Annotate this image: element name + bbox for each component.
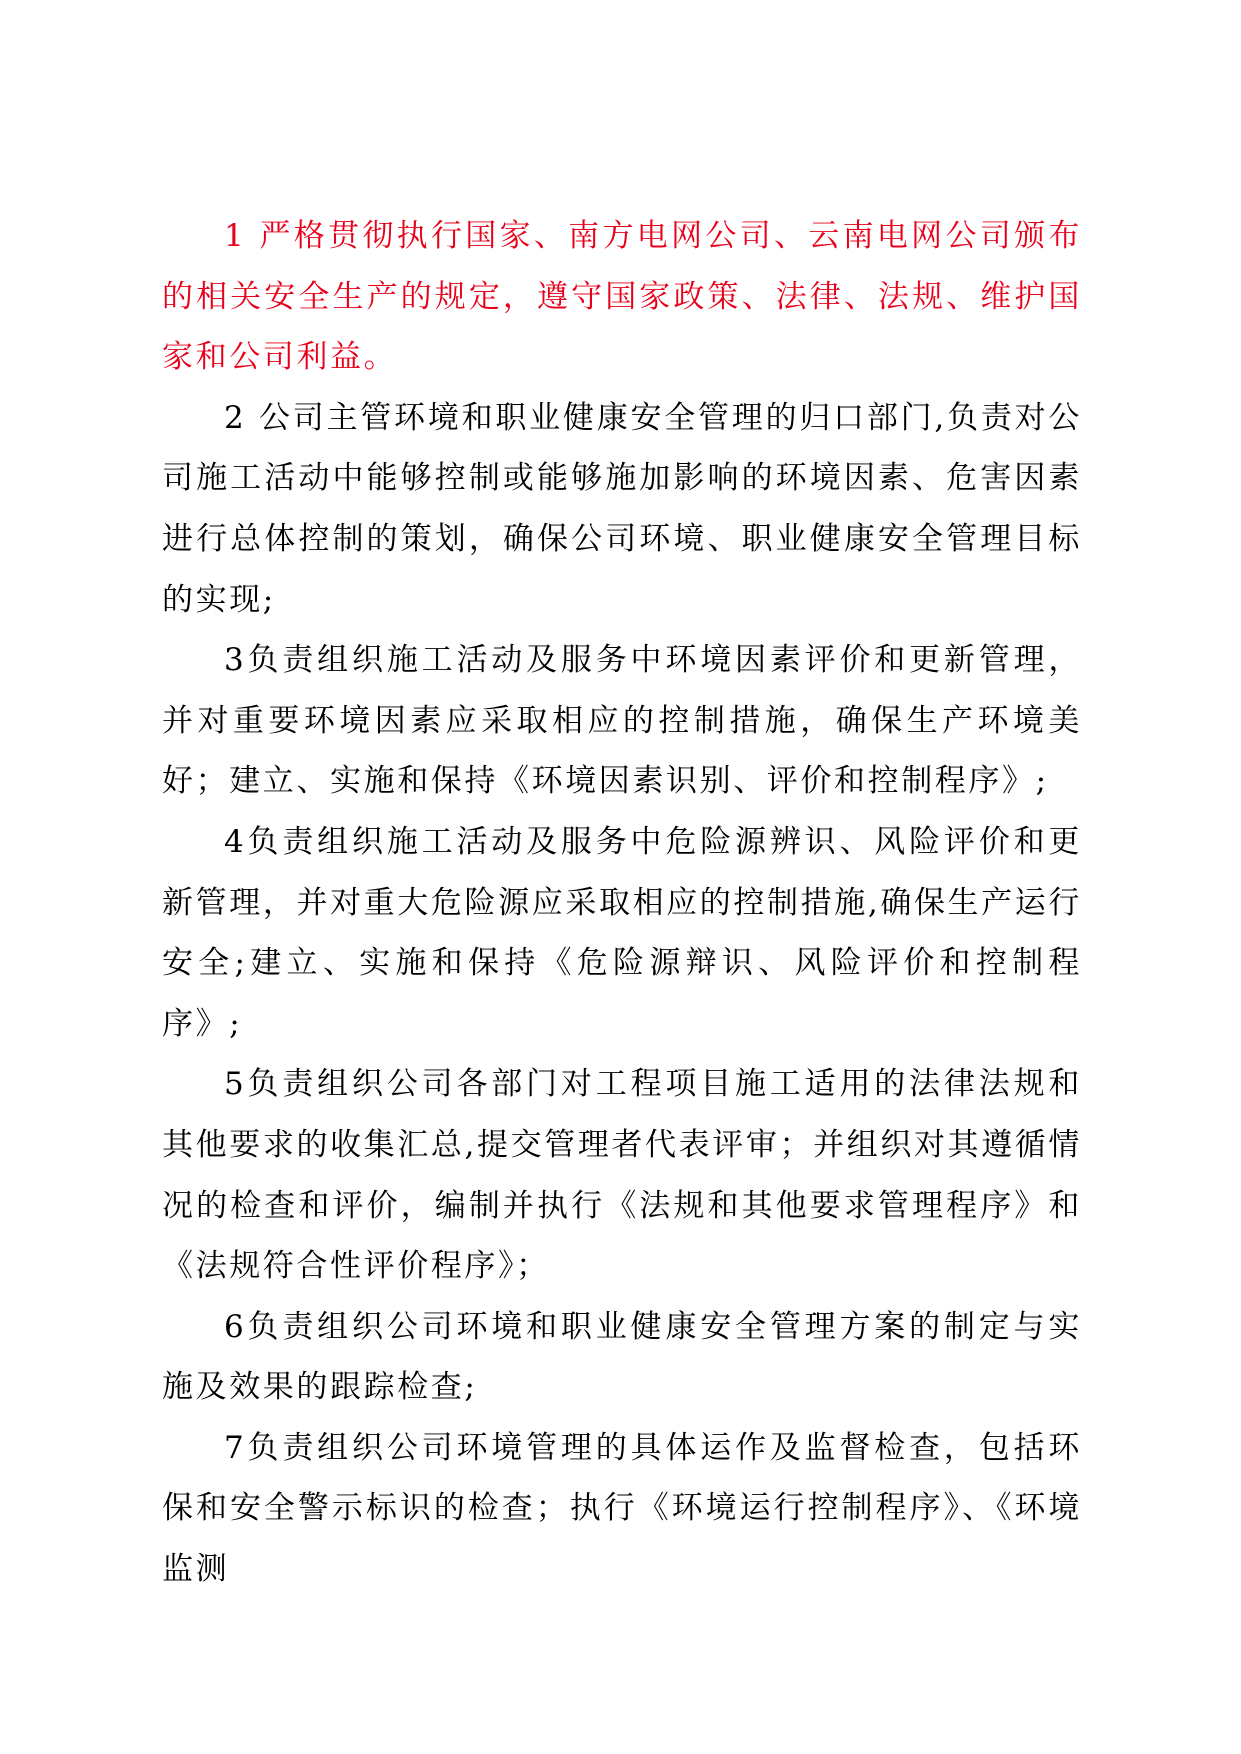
paragraph-2: 2 公司主管环境和职业健康安全管理的归口部门,负责对公司施工活动中能够控制或能够施加影响的环境因素、危害因素进行总体控制的策划，确保公司环境、职业健康安全管理目标的实现; bbox=[162, 399, 1082, 618]
paragraph-5: 5负责组织公司各部门对工程项目施工适用的法律法规和其他要求的收集汇总,提交管理者代表评审；并组织对其遵循情况的检查和评价，编制并执行《法规和其他要求管理程序》和《法规符合性评价程序》； bbox=[162, 1066, 1082, 1285]
paragraph-6: 6负责组织公司环境和职业健康安全管理方案的制定与实施及效果的跟踪检查; bbox=[162, 1308, 1082, 1406]
document-body bbox=[162, 206, 1082, 1600]
paragraph-4: 4负责组织施工活动及服务中危险源辨识、风险评价和更新管理，并对重大危险源应采取相应的控制措施,确保生产运行安全;建立、实施和保持《危险源辩识、风险评价和控制程序》; bbox=[162, 823, 1082, 1042]
paragraph-3: 3负责组织施工活动及服务中环境因素评价和更新管理，并对重要环境因素应采取相应的控制措施，确保生产环境美好；建立、实施和保持《环境因素识别、评价和控制程序》; bbox=[162, 642, 1082, 800]
paragraph-7: 7负责组织公司环境管理的具体运作及监督检查，包括环保和安全警示标识的检查；执行《环境运行控制程序》、《环境监测 bbox=[162, 1429, 1082, 1588]
paragraph-1: 1 严格贯彻执行国家、南方电网公司、云南电网公司颁布的相关安全生产的规定，遵守国家政策、法律、法规、维护国家和公司利益。 bbox=[162, 218, 1082, 376]
